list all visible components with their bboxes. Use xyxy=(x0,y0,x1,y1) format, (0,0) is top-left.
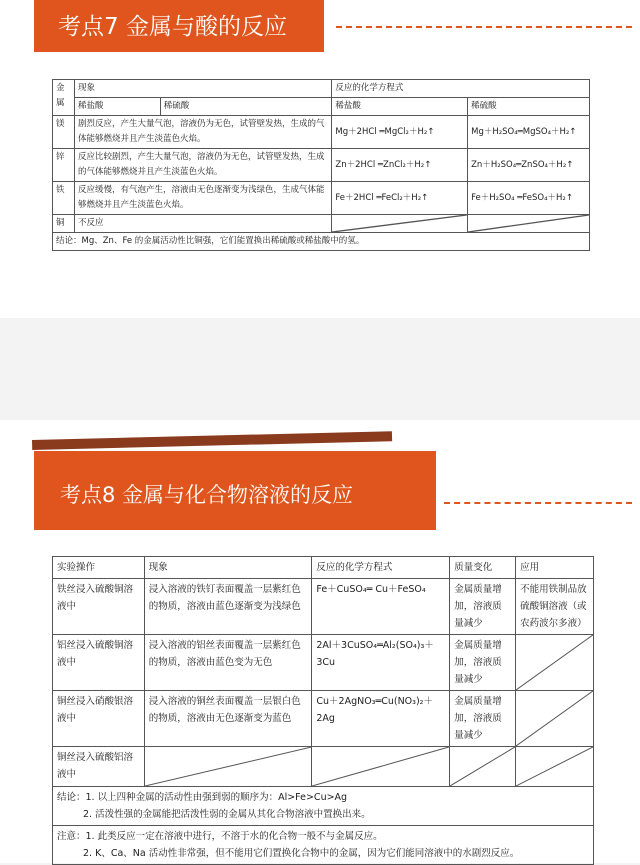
header-equation: 反应的化学方程式 xyxy=(312,557,450,579)
conclusion-cell xyxy=(53,787,594,826)
empty-slash-cell xyxy=(332,215,468,233)
header-dilute-h2so4: 稀硫酸 xyxy=(160,98,332,116)
header-dilute-hcl: 稀盐酸 xyxy=(332,98,468,116)
metal-cell: 铜 xyxy=(53,215,75,233)
metal-cell: 镁 xyxy=(53,116,75,149)
metal-cell: 锌 xyxy=(53,149,75,182)
phenomenon-cell: 反应比较剧烈，产生大量气泡，溶液仍为无色，试管壁发热，生成的气体能够燃烧并且产生淡蓝色火焰。 xyxy=(74,149,331,182)
equation-cell: 2Al＋3CuSO₄═Al₂(SO₄)₃＋3Cu xyxy=(312,635,450,691)
empty-slash-cell xyxy=(450,747,516,787)
section7-banner xyxy=(34,0,324,52)
section8-banner xyxy=(34,451,436,530)
header-application: 应用 xyxy=(516,557,594,579)
section8-dashed-line xyxy=(444,502,632,504)
mass-change-cell: 金属质量增加，溶液质量减少 xyxy=(450,691,516,747)
operation-cell: 铝丝浸入硫酸铜溶液中 xyxy=(53,635,145,691)
equation-hcl-cell: Mg＋2HCl ═MgCl₂＋H₂↑ xyxy=(332,116,468,149)
header-dilute-h2so4: 稀硫酸 xyxy=(468,98,590,116)
empty-slash-cell xyxy=(468,215,590,233)
table-row xyxy=(53,579,594,635)
section7-dashed-line xyxy=(336,26,632,28)
header-operation: 实验操作 xyxy=(53,557,145,579)
conclusion-cell: 结论：Mg、Zn、Fe 的金属活动性比铜强，它们能置换出稀硫酸或稀盐酸中的氢。 xyxy=(53,233,590,251)
phenomenon-cell: 不反应 xyxy=(74,215,331,233)
empty-slash-cell xyxy=(312,747,450,787)
table-row xyxy=(53,747,594,787)
header-equation: 反应的化学方程式 xyxy=(332,80,590,98)
table-row xyxy=(53,635,594,691)
operation-cell: 铁丝浸入硫酸铜溶液中 xyxy=(53,579,145,635)
equation-cell: Fe＋CuSO₄═ Cu＋FeSO₄ xyxy=(312,579,450,635)
equation-hcl-cell: Zn＋2HCl ═ZnCl₂＋H₂↑ xyxy=(332,149,468,182)
note-line-1: 注意：1. 此类反应一定在溶液中进行，不溶于水的化合物一般不与金属反应。 xyxy=(57,831,383,842)
table-row xyxy=(53,182,590,215)
equation-cell: Cu＋2AgNO₃═Cu(NO₃)₂＋2Ag xyxy=(312,691,450,747)
header-phenomenon: 现象 xyxy=(74,80,331,98)
mass-change-cell: 金属质量增加，溶液质量减少 xyxy=(450,635,516,691)
header-dilute-hcl: 稀盐酸 xyxy=(74,98,160,116)
equation-h2so4-cell: Zn＋H₂SO₄═ZnSO₄＋H₂↑ xyxy=(468,149,590,182)
empty-slash-cell xyxy=(144,747,312,787)
note-cell xyxy=(53,826,594,865)
conclusion-line-2: 2. 活泼性强的金属能把活泼性弱的金属从其化合物溶液中置换出来。 xyxy=(83,809,371,820)
mass-change-cell: 金属质量增加，溶液质量减少 xyxy=(450,579,516,635)
metal-cell: 铁 xyxy=(53,182,75,215)
phenomenon-cell: 浸入溶液的铝丝表面覆盖一层紫红色的物质，溶液由蓝色变为无色 xyxy=(144,635,312,691)
header-phenomenon: 现象 xyxy=(144,557,312,579)
section7-title: 考点7 金属与酸的反应 xyxy=(58,14,287,40)
empty-slash-cell xyxy=(516,635,594,691)
operation-cell: 铜丝浸入硫酸铝溶液中 xyxy=(53,747,145,787)
header-metal: 金属 xyxy=(53,80,75,116)
table-row xyxy=(53,116,590,149)
section8-title: 考点8 金属与化合物溶液的反应 xyxy=(60,483,354,507)
conclusion-line-1: 结论：1. 以上四种金属的活动性由强到弱的顺序为：Al>Fe>Cu>Ag xyxy=(57,792,348,803)
table-row xyxy=(53,149,590,182)
header-mass-change: 质量变化 xyxy=(450,557,516,579)
equation-h2so4-cell: Mg＋H₂SO₄═MgSO₄＋H₂↑ xyxy=(468,116,590,149)
phenomenon-cell: 浸入溶液的铁钉表面覆盖一层紫红色的物质，溶液由蓝色逐渐变为浅绿色 xyxy=(144,579,312,635)
table-row xyxy=(53,215,590,233)
empty-slash-cell xyxy=(516,691,594,747)
application-cell: 不能用铁制品放硫酸铜溶液（或农药波尔多液） xyxy=(516,579,594,635)
phenomenon-cell: 反应缓慢，有气泡产生，溶液由无色逐渐变为浅绿色，生成气体能够燃烧并且产生淡蓝色火焰。 xyxy=(74,182,331,215)
metal-acid-table xyxy=(52,79,590,251)
table-row xyxy=(53,691,594,747)
phenomenon-cell: 剧烈反应，产生大量气泡，溶液仍为无色，试管壁发热，生成的气体能够燃烧并且产生淡蓝色火焰。 xyxy=(74,116,331,149)
phenomenon-cell: 浸入溶液的铜丝表面覆盖一层银白色的物质，溶液由无色逐渐变为蓝色 xyxy=(144,691,312,747)
empty-slash-cell xyxy=(516,747,594,787)
equation-hcl-cell: Fe＋2HCl ═FeCl₂＋H₂↑ xyxy=(332,182,468,215)
equation-h2so4-cell: Fe＋H₂SO₄ ═FeSO₄＋H₂↑ xyxy=(468,182,590,215)
operation-cell: 铜丝浸入硝酸银溶液中 xyxy=(53,691,145,747)
metal-solution-table xyxy=(52,556,594,865)
note-line-2: 2. K、Ca、Na 活动性非常强，但不能用它们置换化合物中的金属，因为它们能同溶液中的水剧烈反应。 xyxy=(83,848,520,859)
